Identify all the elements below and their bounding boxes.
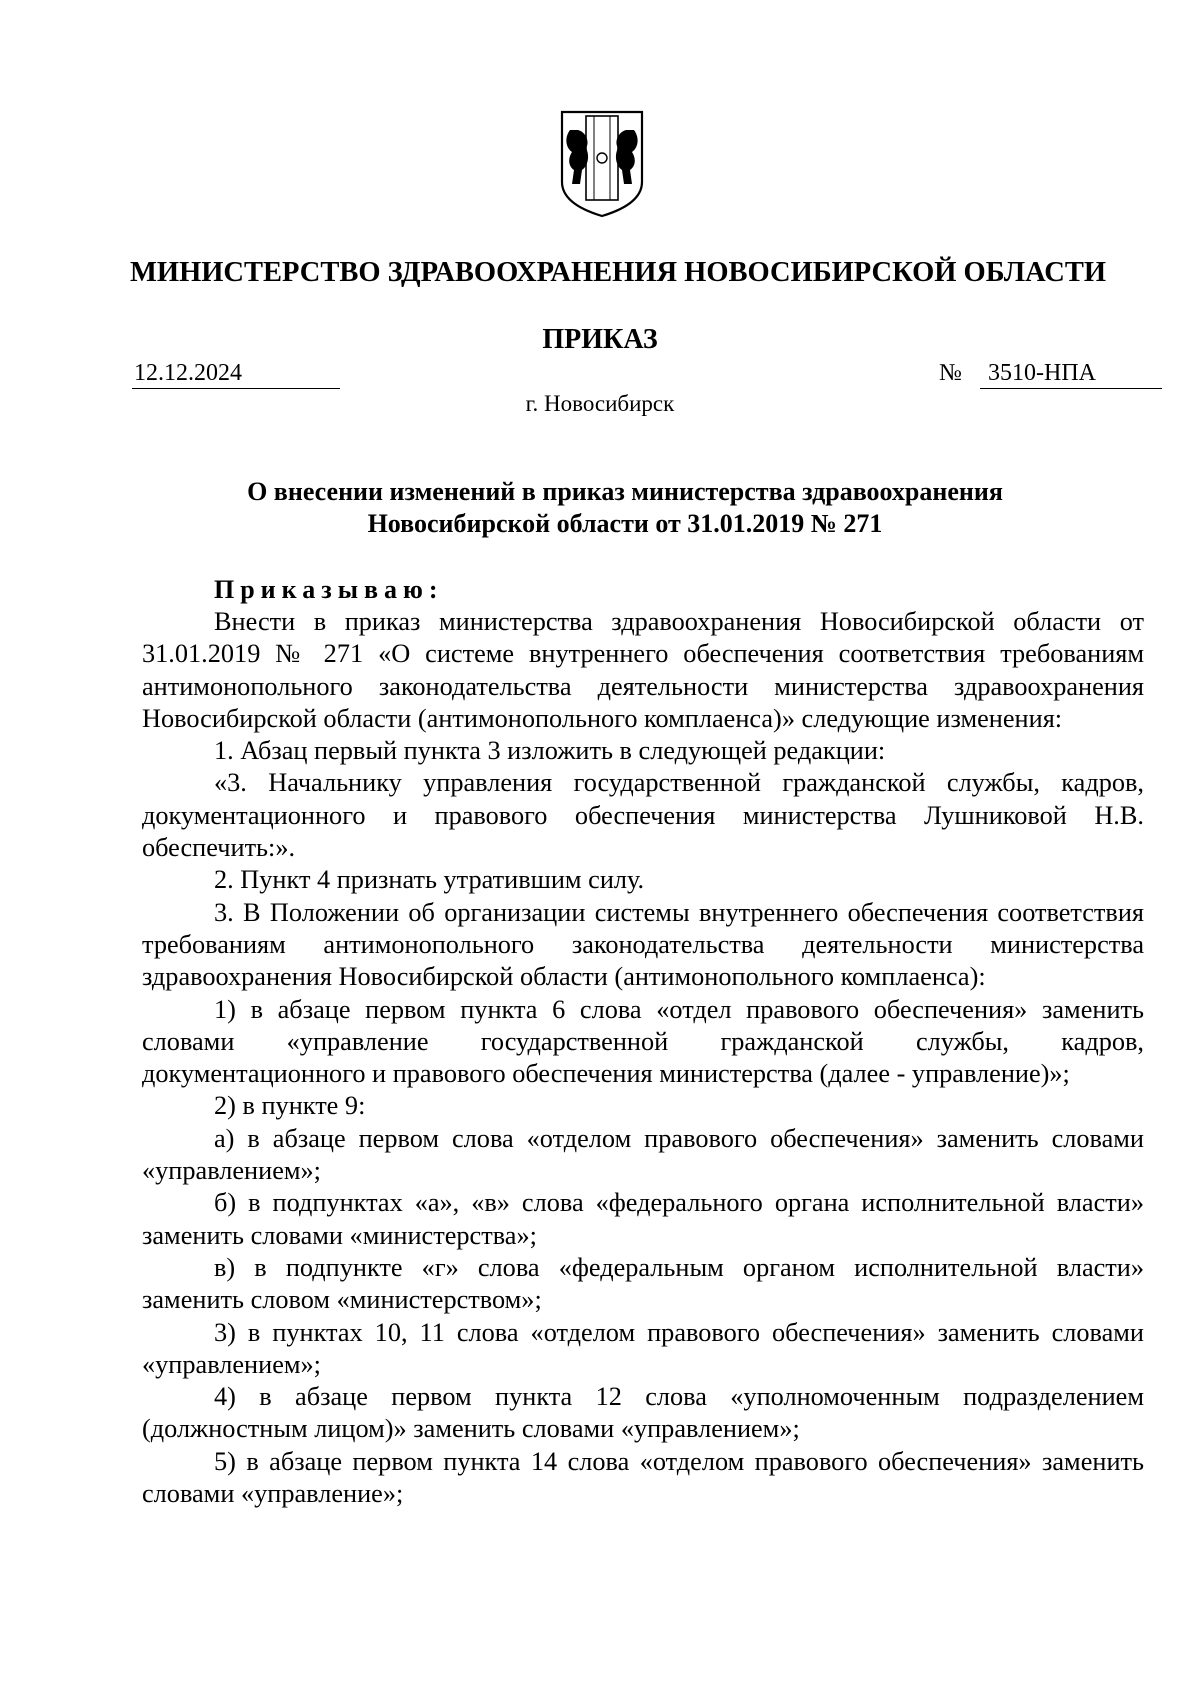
paragraph: «3. Начальнику управления государственной гражданской службы, кадров, документационного и правового обеспечения министерства Лушниковой Н.В. обеспечить:».: [142, 768, 1144, 863]
paragraph: 1) в абзаце первом пункта 6 слова «отдел правового обеспечения» заменить словами «управление государственной гражданской службы, кадров, документационного и правового обеспечения министерства (далее - управление)»;: [142, 994, 1144, 1089]
order-word: Приказываю:: [214, 575, 444, 604]
city: г. Новосибирск: [525, 391, 675, 416]
paragraph: 3. В Положении об организации системы внутреннего обеспечения соответствия требованиям антимонопольного законодательства деятельности министерства здравоохранения Новосибирской области (антимонопольного комплаенса):: [142, 897, 1144, 992]
paragraph: 1. Абзац первый пункта 3 изложить в следующей редакции:: [214, 736, 886, 766]
paragraph: 4) в абзаце первом пункта 12 слова «уполномоченным подразделением (должностным лицом)» заменить словами «управлением»;: [142, 1382, 1144, 1444]
document-subject: О внесении изменений в приказ министерства здравоохранения Новосибирской области от 31.01.2019 № 271: [247, 477, 1003, 538]
paragraph: а) в абзаце первом слова «отделом правового обеспечения» заменить словами «управлением»;: [142, 1123, 1144, 1186]
document-type: ПРИКАЗ: [542, 324, 658, 355]
paragraph: 2. Пункт 4 признать утратившим силу.: [214, 865, 645, 895]
document-date: 12.12.2024: [132, 358, 340, 389]
paragraph: Внести в приказ министерства здравоохранения Новосибирской области от 31.01.2019 № 271 «О системе внутреннего обеспечения соответствия требованиям антимонопольного законодательства деятельности министерства здравоохранения Новосибирской области (антимонопольного комплаенса)» следующие изменения:: [142, 607, 1144, 733]
number-sign: №: [939, 360, 962, 386]
paragraph: 3) в пунктах 10, 11 слова «отделом правового обеспечения» заменить словами «управлением»;: [142, 1317, 1144, 1379]
document-body: [142, 606, 1144, 1510]
paragraph: б) в подпунктах «а», «в» слова «федерального органа исполнительной власти» заменить словами «министерства»;: [142, 1188, 1144, 1250]
paragraph: 5) в абзаце первом пункта 14 слова «отделом правового обеспечения» заменить словами «управление»;: [142, 1446, 1144, 1509]
ministry-name: МИНИСТЕРСТВО ЗДРАВООХРАНЕНИЯ НОВОСИБИРСКОЙ ОБЛАСТИ: [130, 257, 1107, 288]
paragraph: 2) в пункте 9:: [214, 1091, 366, 1121]
coat-of-arms-icon: [556, 108, 648, 220]
document-number: 3510-НПА: [980, 358, 1162, 389]
paragraph: в) в подпункте «г» слова «федеральным органом исполнительной власти» заменить словом «министерством»;: [142, 1252, 1144, 1315]
